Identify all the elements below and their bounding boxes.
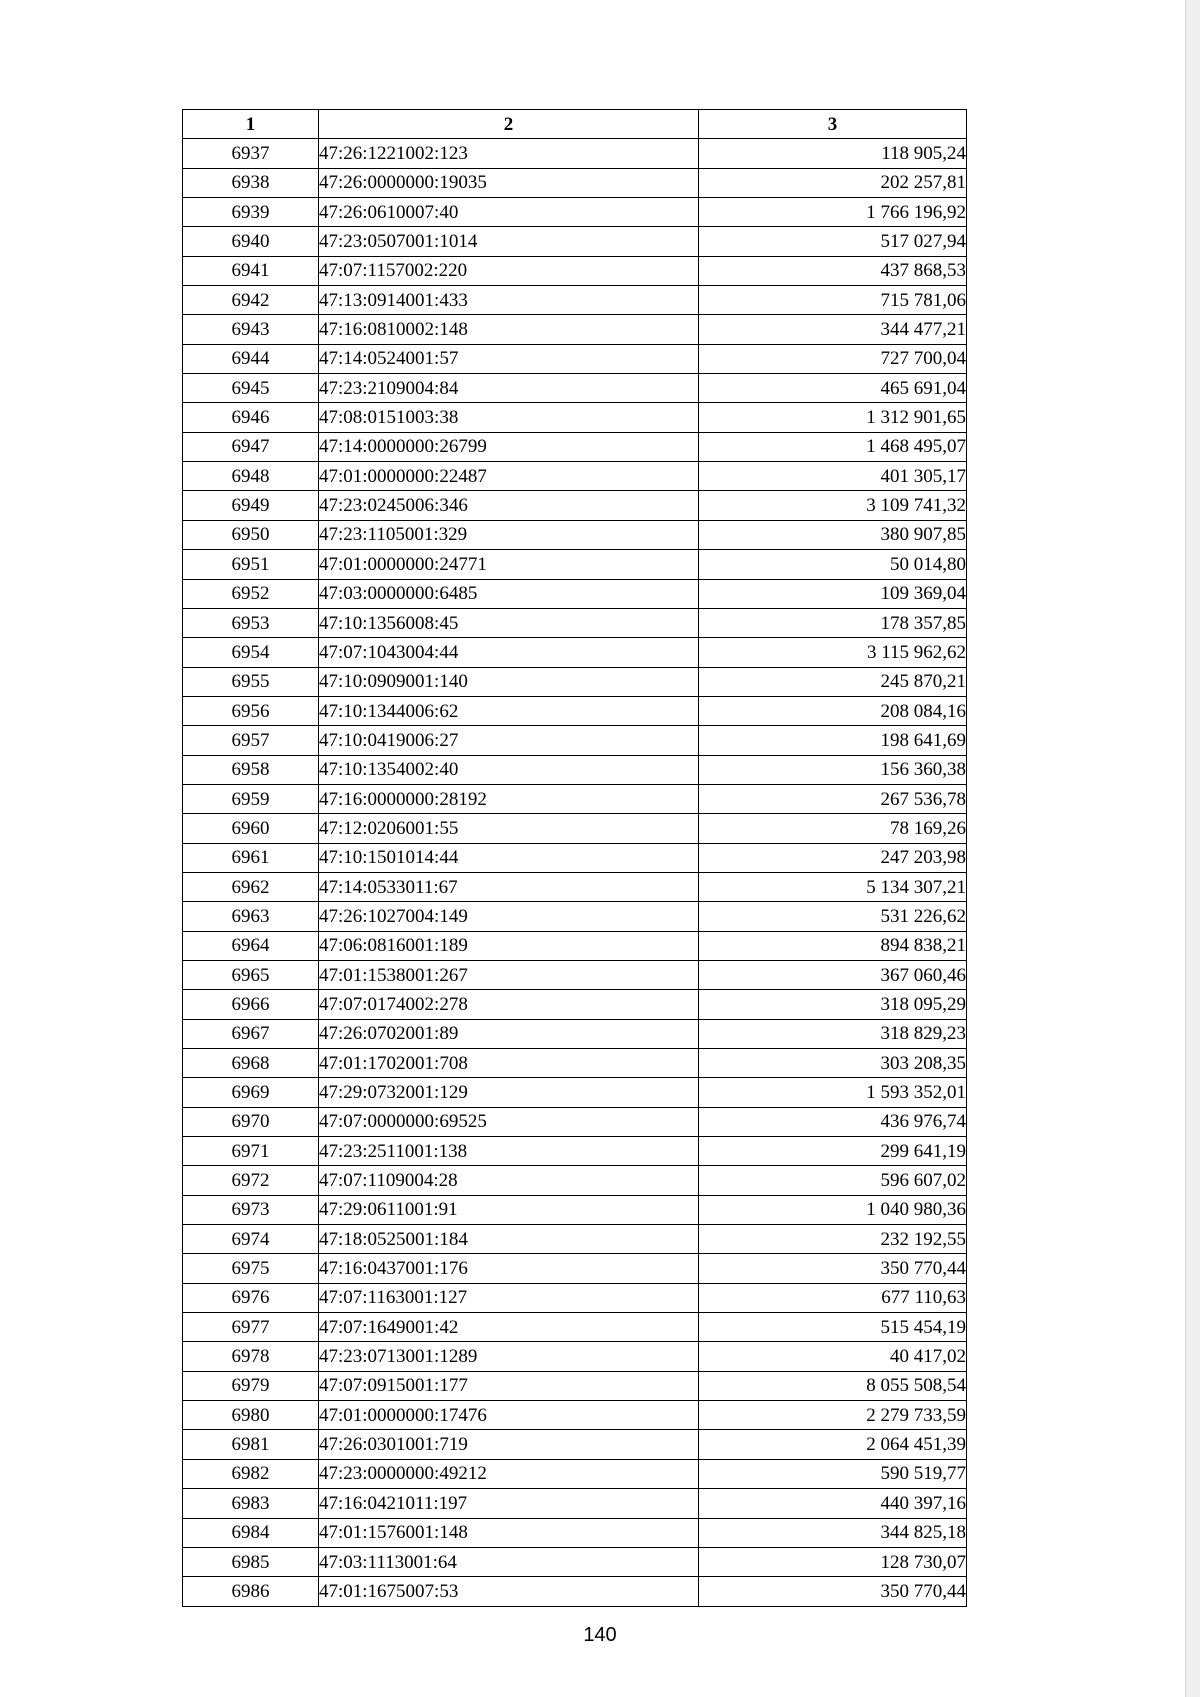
cadastral-number: 47:26:0000000:19035 (319, 168, 699, 197)
row-number: 6974 (183, 1225, 319, 1254)
cadastral-number: 47:23:0713001:1289 (319, 1342, 699, 1371)
row-number: 6953 (183, 608, 319, 637)
row-number: 6985 (183, 1547, 319, 1576)
cadastral-number: 47:10:0909001:140 (319, 667, 699, 696)
cadastral-value: 202 257,81 (699, 168, 967, 197)
table-row (183, 696, 967, 725)
cadastral-number: 47:23:0000000:49212 (319, 1459, 699, 1488)
row-number: 6981 (183, 1430, 319, 1459)
cadastral-value: 1 766 196,92 (699, 198, 967, 227)
cadastral-value: 350 770,44 (699, 1254, 967, 1283)
cadastral-number: 47:03:0000000:6485 (319, 579, 699, 608)
table-row (183, 1459, 967, 1488)
cadastral-number: 47:18:0525001:184 (319, 1225, 699, 1254)
row-number: 6967 (183, 1019, 319, 1048)
cadastral-value: 8 055 508,54 (699, 1371, 967, 1400)
cadastral-number: 47:26:0702001:89 (319, 1019, 699, 1048)
table-row (183, 1371, 967, 1400)
row-number: 6948 (183, 462, 319, 491)
table-row (183, 843, 967, 872)
cadastral-value: 198 641,69 (699, 726, 967, 755)
cadastral-number: 47:23:2109004:84 (319, 374, 699, 403)
table-row (183, 579, 967, 608)
cadastral-number: 47:01:1675007:53 (319, 1577, 699, 1606)
cadastral-value: 344 825,18 (699, 1518, 967, 1547)
row-number: 6945 (183, 374, 319, 403)
cadastral-value: 715 781,06 (699, 286, 967, 315)
table-row (183, 1401, 967, 1430)
cadastral-number: 47:26:0610007:40 (319, 198, 699, 227)
cadastral-value: 2 064 451,39 (699, 1430, 967, 1459)
cadastral-value: 367 060,46 (699, 960, 967, 989)
table-row (183, 931, 967, 960)
cadastral-number: 47:07:1157002:220 (319, 256, 699, 285)
table-row (183, 227, 967, 256)
cadastral-number: 47:01:1576001:148 (319, 1518, 699, 1547)
cadastral-value: 5 134 307,21 (699, 872, 967, 901)
table-row (183, 990, 967, 1019)
table-row (183, 491, 967, 520)
cadastral-number: 47:26:1221002:123 (319, 139, 699, 168)
cadastral-value: 318 095,29 (699, 990, 967, 1019)
table-row (183, 1283, 967, 1312)
table-row (183, 1049, 967, 1078)
cadastral-value: 2 279 733,59 (699, 1401, 967, 1430)
row-number: 6941 (183, 256, 319, 285)
cadastral-value: 156 360,38 (699, 755, 967, 784)
page-number: 140 (583, 1624, 617, 1646)
row-number: 6946 (183, 403, 319, 432)
cadastral-value: 465 691,04 (699, 374, 967, 403)
cadastral-number: 47:23:2511001:138 (319, 1137, 699, 1166)
table-row (183, 286, 967, 315)
cadastral-value: 515 454,19 (699, 1313, 967, 1342)
cadastral-value: 50 014,80 (699, 550, 967, 579)
cadastral-value: 1 593 352,01 (699, 1078, 967, 1107)
table-row (183, 520, 967, 549)
cadastral-number: 47:16:0810002:148 (319, 315, 699, 344)
cadastral-number: 47:07:1043004:44 (319, 638, 699, 667)
cadastral-number: 47:23:0507001:1014 (319, 227, 699, 256)
table-row (183, 198, 967, 227)
cadastral-value: 128 730,07 (699, 1547, 967, 1576)
table-row (183, 344, 967, 373)
table-row (183, 462, 967, 491)
cadastral-number: 47:01:1538001:267 (319, 960, 699, 989)
row-number: 6976 (183, 1283, 319, 1312)
cadastral-number: 47:08:0151003:38 (319, 403, 699, 432)
cadastral-value: 590 519,77 (699, 1459, 967, 1488)
cadastral-number: 47:07:0915001:177 (319, 1371, 699, 1400)
cadastral-number: 47:16:0421011:197 (319, 1489, 699, 1518)
table-row (183, 726, 967, 755)
row-number: 6970 (183, 1107, 319, 1136)
cadastral-number: 47:01:0000000:24771 (319, 550, 699, 579)
cadastral-number: 47:29:0611001:91 (319, 1195, 699, 1224)
table-row (183, 1489, 967, 1518)
table-row (183, 432, 967, 461)
row-number: 6947 (183, 432, 319, 461)
table-row (183, 1166, 967, 1195)
table-row (183, 1107, 967, 1136)
cadastral-number: 47:01:1702001:708 (319, 1049, 699, 1078)
cadastral-number: 47:23:1105001:329 (319, 520, 699, 549)
cadastral-value: 1 468 495,07 (699, 432, 967, 461)
row-number: 6963 (183, 902, 319, 931)
cadastral-value: 245 870,21 (699, 667, 967, 696)
row-number: 6961 (183, 843, 319, 872)
row-number: 6942 (183, 286, 319, 315)
table-row (183, 1342, 967, 1371)
column-header-3: 3 (699, 110, 967, 139)
row-number: 6957 (183, 726, 319, 755)
cadastral-value: 440 397,16 (699, 1489, 967, 1518)
table-row (183, 755, 967, 784)
table-row (183, 1430, 967, 1459)
row-number: 6968 (183, 1049, 319, 1078)
cadastral-number: 47:14:0533011:67 (319, 872, 699, 901)
cadastral-value: 109 369,04 (699, 579, 967, 608)
cadastral-number: 47:01:0000000:22487 (319, 462, 699, 491)
cadastral-number: 47:03:1113001:64 (319, 1547, 699, 1576)
cadastral-number: 47:26:0301001:719 (319, 1430, 699, 1459)
cadastral-number: 47:12:0206001:55 (319, 814, 699, 843)
cadastral-value: 303 208,35 (699, 1049, 967, 1078)
table-row (183, 1225, 967, 1254)
cadastral-value: 531 226,62 (699, 902, 967, 931)
row-number: 6975 (183, 1254, 319, 1283)
row-number: 6971 (183, 1137, 319, 1166)
page-edge (1185, 0, 1200, 1697)
row-number: 6937 (183, 139, 319, 168)
row-number: 6982 (183, 1459, 319, 1488)
cadastral-value: 3 109 741,32 (699, 491, 967, 520)
cadastral-number: 47:10:1354002:40 (319, 755, 699, 784)
table-row (183, 1195, 967, 1224)
cadastral-value: 267 536,78 (699, 784, 967, 813)
row-number: 6943 (183, 315, 319, 344)
cadastral-number: 47:10:1356008:45 (319, 608, 699, 637)
table-row (183, 960, 967, 989)
cadastral-number: 47:29:0732001:129 (319, 1078, 699, 1107)
cadastral-number: 47:16:0437001:176 (319, 1254, 699, 1283)
cadastral-value: 344 477,21 (699, 315, 967, 344)
column-header-2: 2 (319, 110, 699, 139)
cadastral-number: 47:14:0524001:57 (319, 344, 699, 373)
table-row (183, 550, 967, 579)
row-number: 6980 (183, 1401, 319, 1430)
row-number: 6972 (183, 1166, 319, 1195)
row-number: 6950 (183, 520, 319, 549)
cadastral-number: 47:01:0000000:17476 (319, 1401, 699, 1430)
cadastral-value: 380 907,85 (699, 520, 967, 549)
cadastral-number: 47:10:1344006:62 (319, 696, 699, 725)
table-row (183, 1137, 967, 1166)
cadastral-number: 47:23:0245006:346 (319, 491, 699, 520)
table-row (183, 1547, 967, 1576)
cadastral-value: 350 770,44 (699, 1577, 967, 1606)
cadastral-value: 596 607,02 (699, 1166, 967, 1195)
cadastral-value: 677 110,63 (699, 1283, 967, 1312)
table-row (183, 403, 967, 432)
cadastral-value: 437 868,53 (699, 256, 967, 285)
row-number: 6965 (183, 960, 319, 989)
cadastral-value: 318 829,23 (699, 1019, 967, 1048)
row-number: 6962 (183, 872, 319, 901)
cadastral-value: 894 838,21 (699, 931, 967, 960)
row-number: 6960 (183, 814, 319, 843)
table-row (183, 1254, 967, 1283)
row-number: 6944 (183, 344, 319, 373)
cadastral-number: 47:07:1163001:127 (319, 1283, 699, 1312)
row-number: 6939 (183, 198, 319, 227)
row-number: 6958 (183, 755, 319, 784)
cadastral-value: 40 417,02 (699, 1342, 967, 1371)
table-row (183, 1078, 967, 1107)
row-number: 6977 (183, 1313, 319, 1342)
cadastral-value: 178 357,85 (699, 608, 967, 637)
cadastral-number: 47:16:0000000:28192 (319, 784, 699, 813)
table-row (183, 638, 967, 667)
cadastral-number: 47:26:1027004:149 (319, 902, 699, 931)
cadastral-number: 47:13:0914001:433 (319, 286, 699, 315)
cadastral-value: 1 312 901,65 (699, 403, 967, 432)
row-number: 6984 (183, 1518, 319, 1547)
cadastral-value: 401 305,17 (699, 462, 967, 491)
row-number: 6966 (183, 990, 319, 1019)
row-number: 6949 (183, 491, 319, 520)
table-header (183, 110, 967, 139)
cadastral-value: 1 040 980,36 (699, 1195, 967, 1224)
row-number: 6964 (183, 931, 319, 960)
row-number: 6979 (183, 1371, 319, 1400)
table-row (183, 139, 967, 168)
table-row (183, 608, 967, 637)
table-row (183, 1313, 967, 1342)
row-number: 6978 (183, 1342, 319, 1371)
row-number: 6951 (183, 550, 319, 579)
row-number: 6956 (183, 696, 319, 725)
table-row (183, 1518, 967, 1547)
cadastral-value: 232 192,55 (699, 1225, 967, 1254)
cadastral-value: 436 976,74 (699, 1107, 967, 1136)
row-number: 6952 (183, 579, 319, 608)
cadastral-number: 47:06:0816001:189 (319, 931, 699, 960)
row-number: 6986 (183, 1577, 319, 1606)
row-number: 6969 (183, 1078, 319, 1107)
cadastral-value: 247 203,98 (699, 843, 967, 872)
cadastral-value: 299 641,19 (699, 1137, 967, 1166)
row-number: 6940 (183, 227, 319, 256)
cadastral-number: 47:07:1649001:42 (319, 1313, 699, 1342)
cadastral-value-table (182, 109, 967, 1607)
table-row (183, 814, 967, 843)
cadastral-number: 47:07:0174002:278 (319, 990, 699, 1019)
table-row (183, 1577, 967, 1606)
table-row (183, 667, 967, 696)
table-row (183, 1019, 967, 1048)
header-row (183, 110, 967, 139)
table-row (183, 168, 967, 197)
table-row (183, 872, 967, 901)
table-row (183, 374, 967, 403)
table-body (183, 139, 967, 1606)
cadastral-value: 78 169,26 (699, 814, 967, 843)
cadastral-number: 47:07:0000000:69525 (319, 1107, 699, 1136)
cadastral-number: 47:10:1501014:44 (319, 843, 699, 872)
cadastral-value: 517 027,94 (699, 227, 967, 256)
cadastral-value: 3 115 962,62 (699, 638, 967, 667)
row-number: 6938 (183, 168, 319, 197)
row-number: 6959 (183, 784, 319, 813)
table-row (183, 784, 967, 813)
table-row (183, 256, 967, 285)
row-number: 6973 (183, 1195, 319, 1224)
cadastral-number: 47:10:0419006:27 (319, 726, 699, 755)
cadastral-value: 118 905,24 (699, 139, 967, 168)
row-number: 6954 (183, 638, 319, 667)
column-header-1: 1 (183, 110, 319, 139)
table-row (183, 902, 967, 931)
cadastral-value: 208 084,16 (699, 696, 967, 725)
cadastral-value: 727 700,04 (699, 344, 967, 373)
row-number: 6983 (183, 1489, 319, 1518)
row-number: 6955 (183, 667, 319, 696)
cadastral-number: 47:07:1109004:28 (319, 1166, 699, 1195)
table-row (183, 315, 967, 344)
cadastral-number: 47:14:0000000:26799 (319, 432, 699, 461)
